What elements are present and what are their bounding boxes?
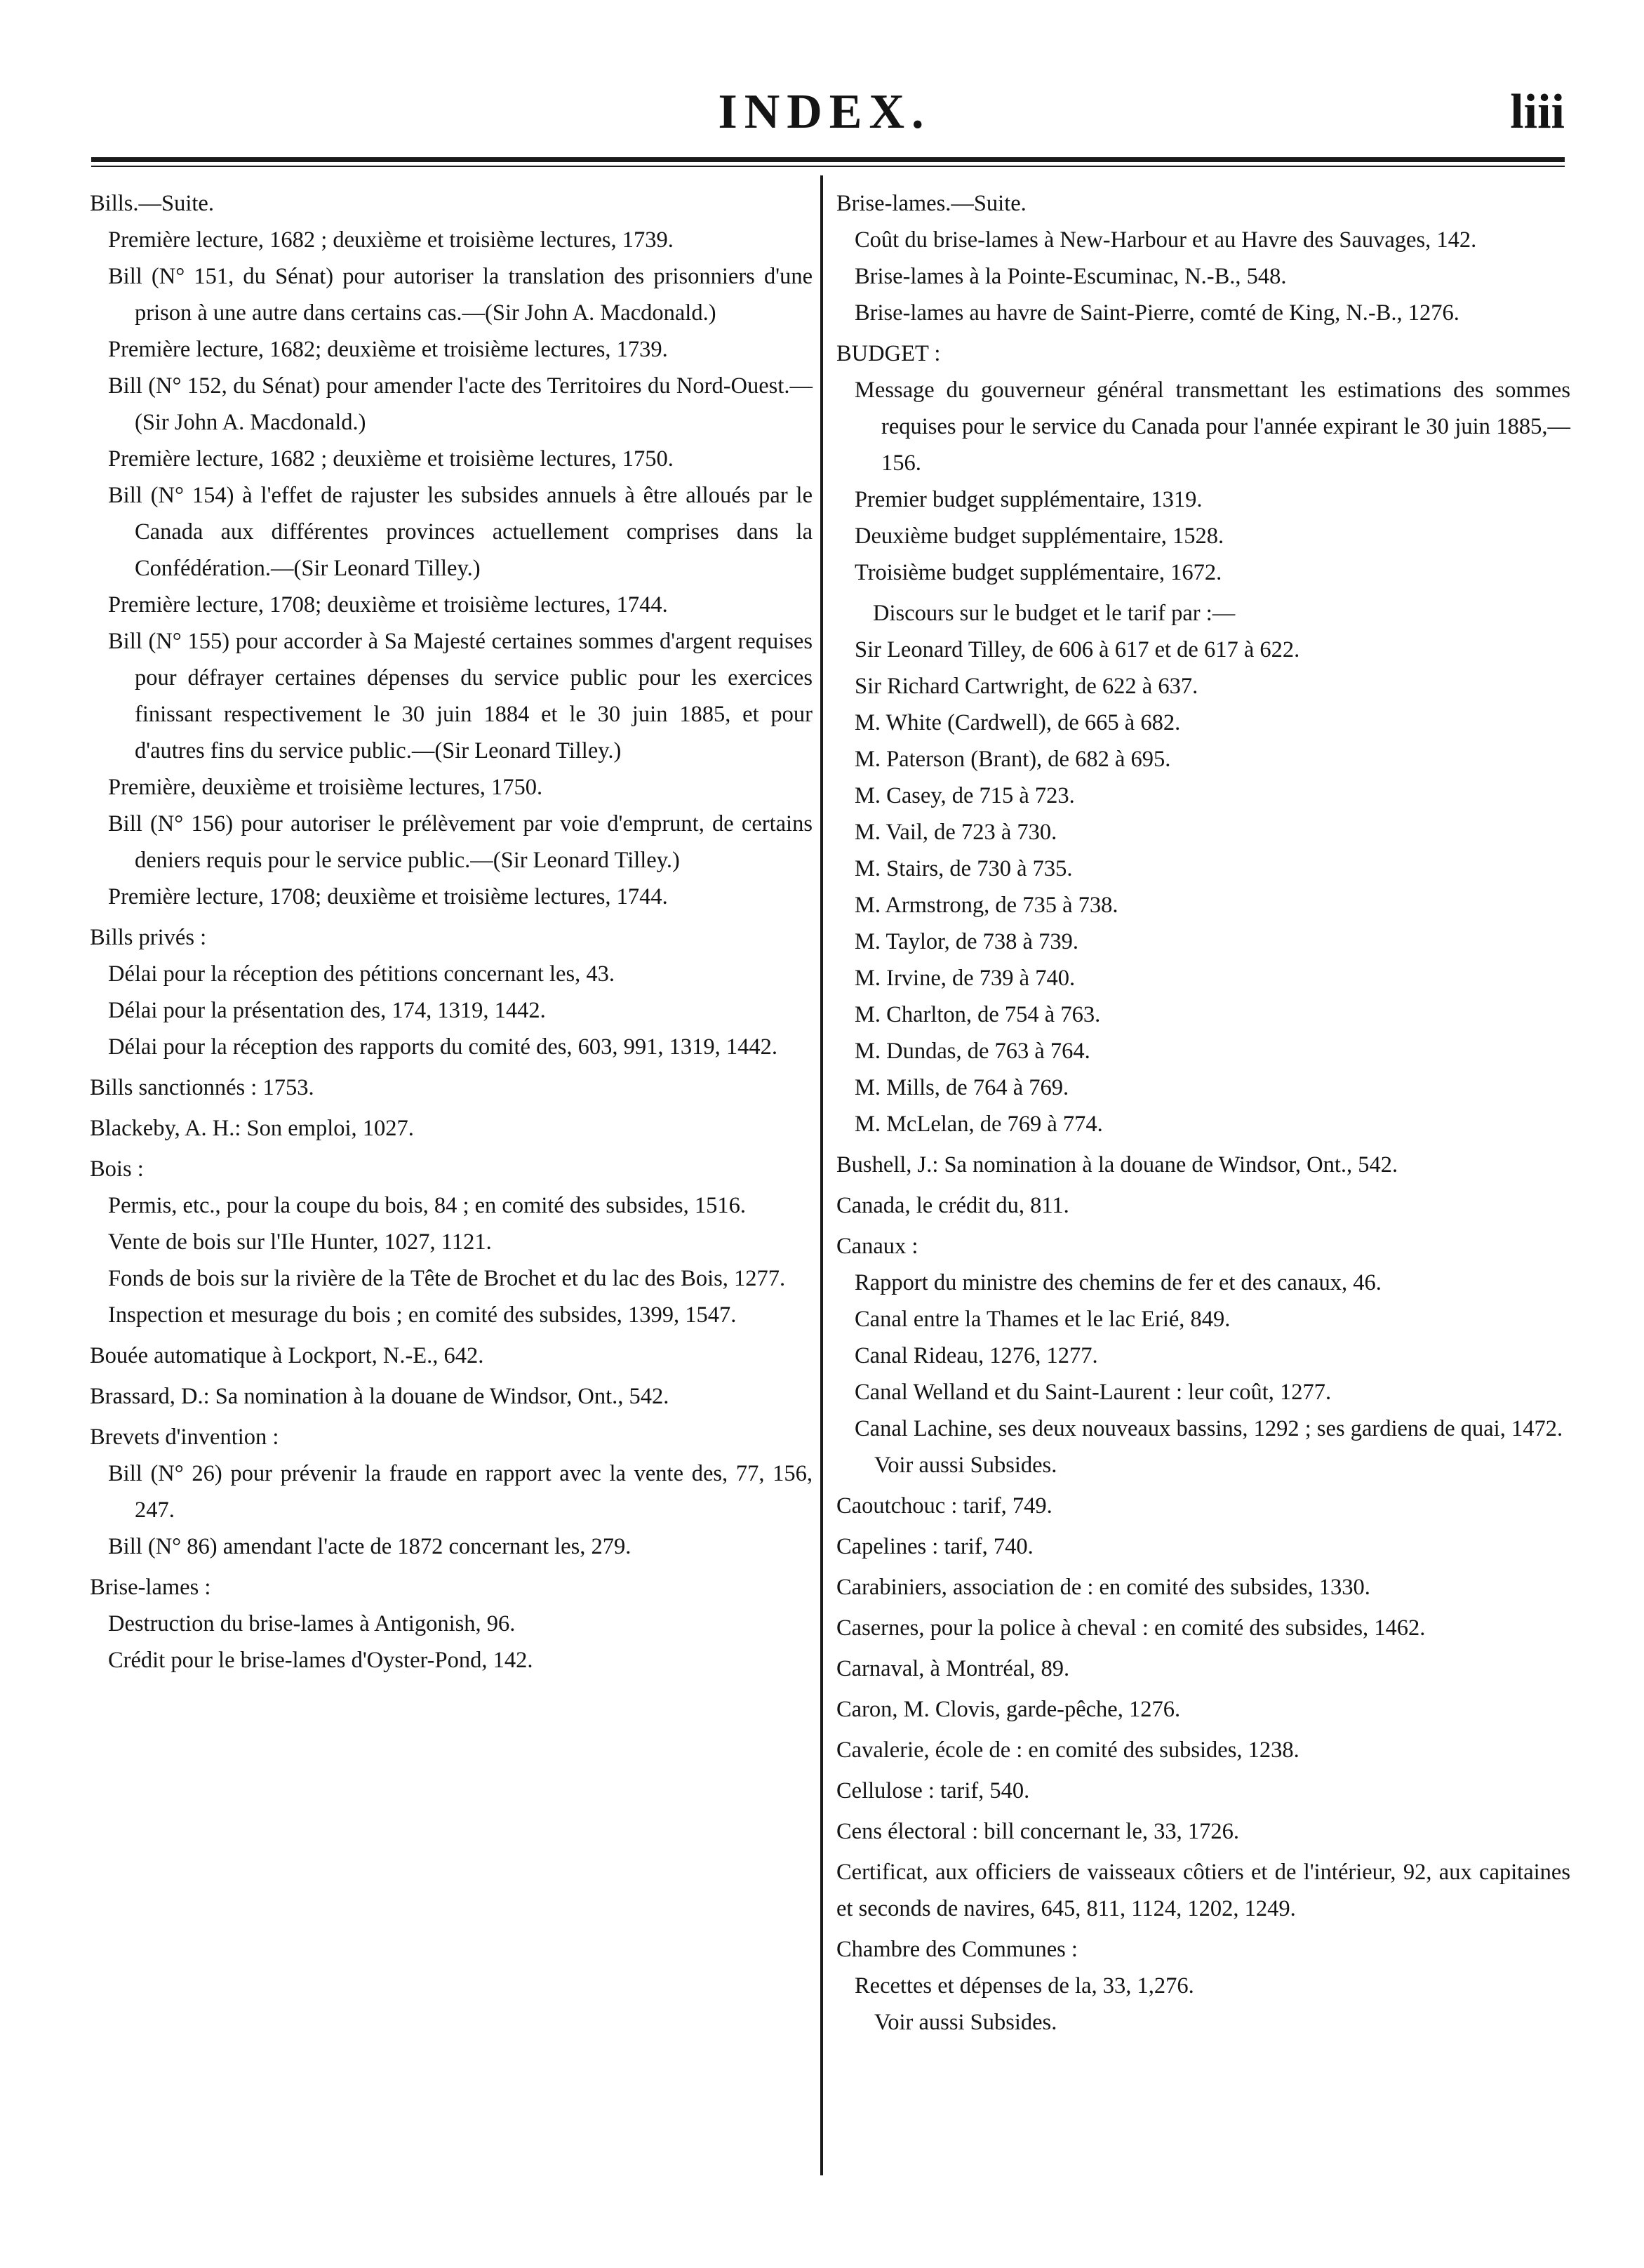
index-heading: Blackeby, A. H.: Son emploi, 1027.	[90, 1116, 414, 1141]
index-entry: M. Paterson (Brant), de 682 à 695.	[855, 747, 1171, 772]
index-entry: M. Irvine, de 739 à 740.	[855, 966, 1076, 991]
index-heading: Bouée automatique à Lockport, N.-E., 642.	[90, 1343, 484, 1368]
index-entry: Première lecture, 1708; deuxième et troisième lectures, 1744.	[108, 592, 668, 618]
index-entry: M. Mills, de 764 à 769.	[855, 1075, 1069, 1100]
index-entry: Bill (N° 155) pour accorder à Sa Majesté certaines sommes d'argent requises pour défrayer certaines dépenses du service public pour les exercices finissant respectivement le 30 juin 1884 et le 30 juin 1885, et pour d'autres fins du service public.—(Sir Leonard Tilley.)	[108, 629, 813, 763]
index-entry: Permis, etc., pour la coupe du bois, 84 ; en comité des subsides, 1516.	[108, 1193, 746, 1218]
index-entry: Première, deuxième et troisième lectures, 1750.	[108, 775, 543, 800]
index-entry: Canal Lachine, ses deux nouveaux bassins, 1292 ; ses gardiens de quai, 1472.	[855, 1416, 1563, 1441]
index-entry: Sir Richard Cartwright, de 622 à 637.	[855, 674, 1198, 699]
index-heading: Cavalerie, école de : en comité des subsides, 1238.	[836, 1737, 1299, 1763]
index-entry: Première lecture, 1708; deuxième et troisième lectures, 1744.	[108, 884, 668, 909]
index-entry: Premier budget supplémentaire, 1319.	[855, 487, 1203, 512]
index-heading: Cellulose : tarif, 540.	[836, 1778, 1030, 1803]
index-entry: M. Charlton, de 754 à 763.	[855, 1002, 1101, 1027]
index-entry: Délai pour la réception des rapports du comité des, 603, 991, 1319, 1442.	[108, 1034, 778, 1060]
index-entry: Recettes et dépenses de la, 33, 1,276.	[855, 1973, 1194, 1999]
index-entry: M. White (Cardwell), de 665 à 682.	[855, 710, 1181, 735]
index-entry: Deuxième budget supplémentaire, 1528.	[855, 523, 1224, 549]
index-column-left	[90, 181, 813, 1679]
index-heading: Carabiniers, association de : en comité des subsides, 1330.	[836, 1575, 1370, 1600]
index-entry: Bill (N° 152, du Sénat) pour amender l'acte des Territoires du Nord-Ouest.—(Sir John A. Macdonald.)	[108, 373, 813, 435]
page-title: INDEX.	[718, 85, 931, 139]
index-heading: Chambre des Communes :	[836, 1937, 1078, 1962]
index-heading: Brise-lames.—Suite.	[836, 191, 1027, 216]
column-divider	[820, 175, 823, 2175]
index-entry: Bill (N° 86) amendant l'acte de 1872 concernant les, 279.	[108, 1534, 631, 1559]
index-heading: Bois :	[90, 1156, 144, 1182]
index-entry: M. Taylor, de 738 à 739.	[855, 929, 1078, 954]
index-entry: Sir Leonard Tilley, de 606 à 617 et de 617 à 622.	[855, 637, 1300, 662]
index-entry: Coût du brise-lames à New-Harbour et au Havre des Sauvages, 142.	[855, 227, 1477, 253]
index-entry: Bill (N° 151, du Sénat) pour autoriser la translation des prisonniers d'une prison à une autre dans certains cas.—(Sir John A. Macdonald.)	[108, 264, 813, 326]
index-heading: Canaux :	[836, 1234, 918, 1259]
index-heading: Carnaval, à Montréal, 89.	[836, 1656, 1070, 1681]
index-heading: Caron, M. Clovis, garde-pêche, 1276.	[836, 1697, 1181, 1722]
index-entry: Crédit pour le brise-lames d'Oyster-Pond, 142.	[108, 1648, 533, 1673]
index-entry: Première lecture, 1682; deuxième et troisième lectures, 1739.	[108, 337, 668, 362]
index-cross-reference: Voir aussi Subsides.	[874, 2010, 1057, 2035]
index-heading: Caoutchouc : tarif, 749.	[836, 1493, 1052, 1519]
index-entry: Message du gouverneur général transmettant les estimations des sommes requises pour le service du Canada pour l'année expirant le 30 juin 1885,—156.	[855, 378, 1570, 476]
index-entry: Troisième budget supplémentaire, 1672.	[855, 560, 1222, 585]
index-entry: M. Stairs, de 730 à 735.	[855, 856, 1073, 881]
header-rule-thin	[91, 166, 1565, 167]
index-heading: Casernes, pour la police à cheval : en comité des subsides, 1462.	[836, 1615, 1426, 1641]
index-entry: Canal Welland et du Saint-Laurent : leur coût, 1277.	[855, 1380, 1332, 1405]
index-entry: M. Casey, de 715 à 723.	[855, 783, 1075, 808]
index-entry: Canal entre la Thames et le lac Erié, 849.	[855, 1307, 1231, 1332]
index-heading: BUDGET :	[836, 341, 941, 366]
index-entry: Rapport du ministre des chemins de fer et des canaux, 46.	[855, 1270, 1382, 1295]
index-heading: Brise-lames :	[90, 1575, 211, 1600]
index-entry: Bill (N° 154) à l'effet de rajuster les subsides annuels à être alloués par le Canada aux différentes provinces actuellement comprises dans la Confédération.—(Sir Leonard Tilley.)	[108, 483, 813, 581]
index-entry: Fonds de bois sur la rivière de la Tête de Brochet et du lac des Bois, 1277.	[108, 1266, 786, 1291]
index-heading: Cens électoral : bill concernant le, 33, 1726.	[836, 1819, 1239, 1844]
index-entry: M. Vail, de 723 à 730.	[855, 820, 1057, 845]
index-heading: Bills.—Suite.	[90, 191, 214, 216]
index-entry: Bill (N° 156) pour autoriser le prélèvement par voie d'emprunt, de certains deniers requis pour le service public.—(Sir Leonard Tilley.)	[108, 811, 813, 873]
index-entry: Discours sur le budget et le tarif par :—	[873, 601, 1236, 626]
index-column-right	[836, 181, 1570, 2041]
index-entry: Inspection et mesurage du bois ; en comité des subsides, 1399, 1547.	[108, 1302, 737, 1328]
index-entry: M. Armstrong, de 735 à 738.	[855, 893, 1118, 918]
index-entry: Canal Rideau, 1276, 1277.	[855, 1343, 1098, 1368]
index-heading: Capelines : tarif, 740.	[836, 1534, 1034, 1559]
index-entry: Brise-lames à la Pointe-Escuminac, N.-B., 548.	[855, 264, 1287, 289]
index-entry: Vente de bois sur l'Ile Hunter, 1027, 1121.	[108, 1229, 492, 1255]
index-heading: Bushell, J.: Sa nomination à la douane de Windsor, Ont., 542.	[836, 1152, 1398, 1178]
index-heading: Certificat, aux officiers de vaisseaux côtiers et de l'intérieur, 92, aux capitaines et seconds de navires, 645, 811, 1124, 1202, 1249.	[836, 1860, 1570, 1921]
page-header	[84, 70, 1565, 154]
index-heading: Brassard, D.: Sa nomination à la douane de Windsor, Ont., 542.	[90, 1384, 669, 1409]
index-entry: Destruction du brise-lames à Antigonish, 96.	[108, 1611, 516, 1636]
index-entry: M. Dundas, de 763 à 764.	[855, 1039, 1090, 1064]
index-heading: Brevets d'invention :	[90, 1425, 279, 1450]
index-heading: Bills sanctionnés : 1753.	[90, 1075, 314, 1100]
index-heading: Bills privés :	[90, 925, 207, 950]
index-cross-reference: Voir aussi Subsides.	[874, 1453, 1057, 1478]
index-entry: M. McLelan, de 769 à 774.	[855, 1112, 1103, 1137]
index-entry: Délai pour la réception des pétitions concernant les, 43.	[108, 961, 615, 987]
index-entry: Délai pour la présentation des, 174, 1319, 1442.	[108, 998, 546, 1023]
index-entry: Bill (N° 26) pour prévenir la fraude en rapport avec la vente des, 77, 156, 247.	[108, 1461, 813, 1523]
index-entry: Première lecture, 1682 ; deuxième et troisième lectures, 1750.	[108, 446, 674, 472]
index-heading: Canada, le crédit du, 811.	[836, 1193, 1069, 1218]
index-entry: Brise-lames au havre de Saint-Pierre, comté de King, N.-B., 1276.	[855, 300, 1459, 326]
page-number: liii	[1510, 85, 1565, 139]
index-entry: Première lecture, 1682 ; deuxième et troisième lectures, 1739.	[108, 227, 674, 253]
header-rule-thick	[91, 157, 1565, 162]
